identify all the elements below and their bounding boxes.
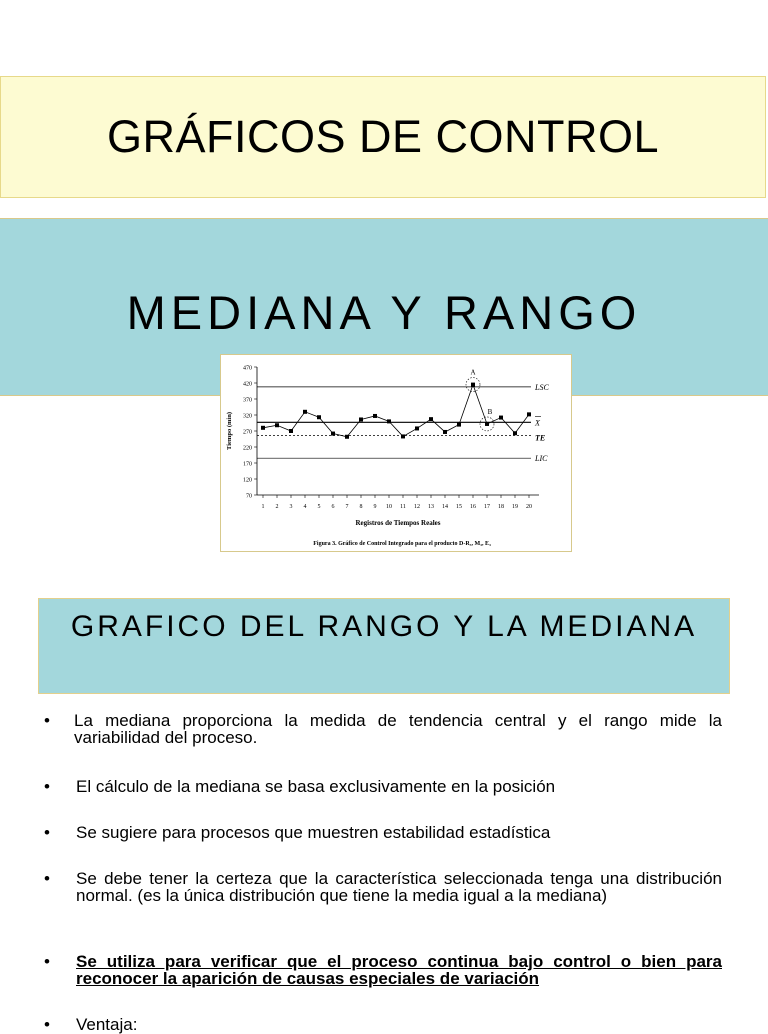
bullet-text: Se utiliza para verificar que el proceso continua bajo control o bien para reconocer la aparición de causas especiales de variación [76, 952, 722, 988]
data-point [387, 419, 391, 423]
x-tick-label: 11 [400, 504, 406, 510]
y-tick-label: 370 [243, 397, 252, 404]
x-tick-label: 9 [373, 504, 377, 510]
annotation-label: A [470, 368, 476, 377]
x-tick-label: 6 [331, 504, 335, 510]
bullet-text: Se sugiere para procesos que muestren estabilidad estadística [76, 823, 551, 842]
y-tick-label: 70 [246, 493, 252, 500]
x-tick-label: 7 [345, 504, 349, 510]
data-point [261, 426, 265, 430]
data-point [303, 410, 307, 414]
y-tick-label: 220 [243, 445, 252, 452]
x-tick-label: 4 [303, 504, 307, 510]
x-tick-label: 12 [414, 504, 420, 510]
section-title: GRAFICO DEL RANGO Y LA MEDIANA [70, 610, 698, 643]
data-point [471, 383, 475, 387]
data-point [373, 414, 377, 418]
bullet-text: Se debe tener la certeza que la característica seleccionada tenga una distribución normal. (es la única distribución que tiene la media igual a la mediana) [76, 869, 722, 905]
bullet-dot: • [44, 952, 50, 971]
x-tick-label: 19 [512, 504, 518, 510]
x-tick-label: 10 [386, 504, 392, 510]
data-point [457, 423, 461, 427]
x-axis-title: Registros de Tiempos Reales [355, 519, 441, 527]
x-tick-label: 16 [470, 504, 476, 510]
x-tick-label: 13 [428, 504, 434, 510]
data-point [415, 426, 419, 430]
bullet-text: La mediana proporciona la medida de tendencia central y el rango mide la variabilidad del proceso. [74, 711, 722, 747]
title-banner [0, 76, 766, 198]
slide-subtitle: MEDIANA Y RANGO [126, 286, 642, 339]
x-tick-label: 3 [289, 504, 293, 510]
x-tick-label: 1 [261, 504, 265, 510]
y-tick-label: 170 [243, 461, 252, 468]
bullet-dot: • [44, 1015, 50, 1034]
x-tick-label: 17 [484, 504, 490, 510]
reference-label-lic: LIC [535, 454, 548, 464]
data-point [275, 423, 279, 427]
y-tick-label: 420 [243, 381, 252, 388]
data-point [317, 415, 321, 419]
reference-label-te: TE [535, 433, 546, 443]
data-point [331, 432, 335, 436]
x-tick-label: 18 [498, 504, 504, 510]
bullet-item [38, 712, 722, 748]
y-tick-label: 470 [243, 365, 252, 372]
bullet-dot: • [44, 823, 50, 842]
slide-title: GRÁFICOS DE CONTROL [106, 111, 660, 162]
annotation-label: B [487, 407, 493, 416]
x-tick-label: 8 [359, 504, 363, 510]
x-tick-label: 2 [275, 504, 279, 510]
y-axis-title: Tiempo (min) [226, 412, 233, 450]
bullet-text: Ventaja: [76, 1015, 138, 1034]
y-tick-label: 320 [243, 413, 252, 420]
data-point [345, 435, 349, 439]
data-point [443, 430, 447, 434]
data-point [289, 429, 293, 433]
data-point [499, 416, 503, 420]
bullet-dot: • [44, 711, 50, 730]
control-chart [221, 355, 571, 551]
data-point [359, 417, 363, 421]
reference-label-x: X [535, 418, 540, 428]
section-banner [38, 598, 730, 694]
data-point [527, 412, 531, 416]
y-tick-label: 120 [243, 477, 252, 484]
data-point [401, 434, 405, 438]
bullet-dot: • [44, 777, 50, 796]
control-chart-figure [220, 354, 572, 552]
x-tick-label: 14 [442, 504, 448, 510]
data-point [513, 431, 517, 435]
bullet-dot: • [44, 869, 50, 888]
y-tick-label: 270 [243, 429, 252, 436]
x-tick-label: 20 [526, 504, 532, 510]
data-point [485, 422, 489, 426]
x-tick-label: 5 [317, 504, 321, 510]
x-tick-label: 15 [456, 504, 462, 510]
data-point [429, 417, 433, 421]
bullet-text: El cálculo de la mediana se basa exclusivamente en la posición [76, 777, 556, 796]
chart-caption: Figura 3. Gráfico de Control Integrado para el producto D-R₃, M₃, E₃ [313, 541, 491, 547]
reference-label-lsc: LSC [535, 382, 549, 392]
